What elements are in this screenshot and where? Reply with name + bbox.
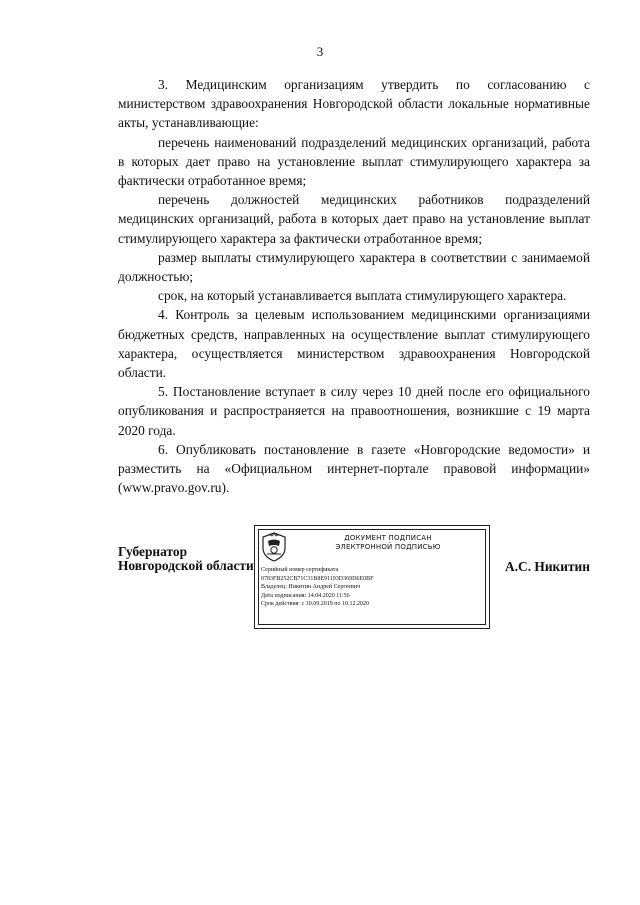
stamp-header-line: ДОКУМЕНТ ПОДПИСАН (344, 534, 432, 542)
signer-name: А.С. Никитин (505, 559, 590, 574)
coat-of-arms-icon (260, 532, 288, 562)
paragraph: 6. Опубликовать постановление в газете «Новгородские ведомости» и разместить на «Официальном интернет-портале правовой информации» (www.pravo.gov.ru). (118, 441, 590, 496)
signer-position-line: Новгородской области (118, 558, 254, 573)
stamp-owner: Владелец: Никитин Андрей Сергеевич (261, 584, 361, 591)
stamp-validity: Срок действия: с 10.09.2019 по 10.12.2020 (261, 601, 369, 608)
paragraph: 4. Контроль за целевым использованием медицинскими организациями бюджетных средств, направленных на осуществление выплат стимулирующего характера, осуществляется министерством здравоохранения Новгородской области. (118, 307, 590, 381)
signer-position (118, 545, 254, 573)
page-number: 3 (316, 44, 324, 59)
paragraph: перечень должностей медицинских работников подразделений медицинских организаций, работа в которых дает право на установление выплат стимулирующего характера за фактически отработанное время; (118, 192, 590, 246)
stamp-header-line: ЭЛЕКТРОННОЙ ПОДПИСЬЮ (335, 543, 441, 551)
stamp-serial-label: Серийный номер сертификата (261, 567, 339, 573)
paragraph: 3. Медицинским организациям утвердить по согласованию с министерством здравоохранения Новгородской области локальные нормативные акты, устанавливающие: (118, 77, 590, 131)
stamp-signed-date: Дата подписания: 14.04.2020 11:56 (261, 592, 350, 599)
stamp-details (261, 566, 373, 609)
signer-position-line: Губернатор (118, 544, 188, 559)
paragraph: срок, на который устанавливается выплата стимулирующего характера. (158, 288, 567, 304)
paragraph: размер выплаты стимулирующего характера в соответствии с занимаемой должностью; (118, 249, 590, 285)
signature-block (118, 525, 590, 635)
electronic-signature-stamp (254, 525, 490, 629)
paragraph: перечень наименований подразделений медицинских организаций, работа в которых дает право на установление выплат стимулирующего характера за фактически отработанное время; (118, 134, 590, 189)
stamp-serial-value: 0783FB252CB71C31B8E91193D369D6E0BF (261, 575, 374, 582)
paragraph: 5. Постановление вступает в силу через 10 дней после его официального опубликования и распространяется на правоотношения, возникшие с 19 марта 2020 года. (118, 384, 590, 438)
document-body (118, 75, 590, 497)
stamp-header (293, 534, 483, 552)
